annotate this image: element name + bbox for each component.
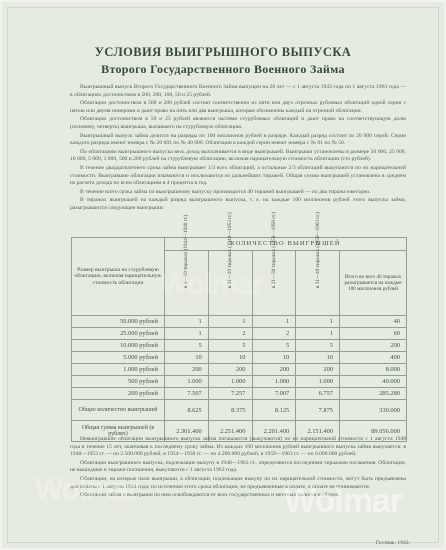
table-cell: 330.000	[340, 400, 407, 421]
intro-paragraph: Облигации достоинством в 50 и 25 рублей являются частями стурублевых облигаций и дают право на соответствующую долю (половину, четверть) выигрыша, выпавшего на стурублевую облигацию.	[70, 116, 406, 130]
table-cell: 2.151.400	[296, 421, 340, 442]
table-row	[72, 364, 407, 376]
bottom-paragraph: Невыигравшие облигации выигрышного выпуска займа погашаются (выкупаются) по их нарицательной стоимости с 1 августа 1948 года в течение 15 лет, оканчивая к последнему сроку займа. Из каждых 100 миллионов рублей выигрышного выпуска займа выкупается: в 1948—1953 гг. — по 2.500.000 рублей, в 1954—1958 гг. — по 4.200.000 рублей, в 1959—1963 гг. — по 6.000.000 рублей.	[70, 436, 406, 458]
table-cell: 2.301.400	[165, 421, 209, 442]
column-header: в 11—20 тиражах (1949—1953 гг.)	[208, 251, 252, 316]
column-header-total: Итого во всех 40 тиражах разыгрывается на каждые 100 миллионов рублей	[340, 251, 407, 316]
table-cell: 200	[208, 364, 252, 376]
page-subtitle: Второго Государственного Военного Займа	[101, 62, 345, 76]
column-header: в 31—40 тиражах (1959—1963 гг.)	[296, 251, 340, 316]
page-title: УСЛОВИЯ ВЫИГРЫШНОГО ВЫПУСКА	[94, 45, 352, 59]
intro-paragraph: В тиражах выигрышей на каждый разряд выигрышного выпуска, т. е. на каждые 100 миллионов рублей этого выпуска займа, разыгрываются следующие выигрыши:	[70, 197, 406, 211]
table-cell: 5	[208, 340, 252, 352]
table-cell: 60	[340, 328, 407, 340]
total-count-row	[72, 400, 407, 421]
table-cell: 6.757	[296, 388, 340, 400]
table-cell: 7.257	[208, 388, 252, 400]
intro-paragraph: Выигрышный выпуск Второго Государственного Военного Займа выпущен на 20 лет — с 1 августа 1943 года по 1 августа 1963 года — в облигациях достоинством в 500, 200, 100, 50 и 25 рублей.	[70, 84, 406, 98]
bottom-paragraph: Облигации займа и выигрыши по ним освобождаются от всех государственных и местных налогов и сборов.	[80, 492, 340, 499]
table-cell: 7.007	[252, 388, 296, 400]
watermark: Wolmar	[35, 473, 139, 506]
table-cell: 1.000	[208, 376, 252, 388]
table-cell: 400	[340, 352, 407, 364]
bottom-paragraph: Облигации, на которые пали выигрыши, а облигации, подлежащие выкупу по их нарицательной стоимости, могут быть предъявлены для оплаты с 1 августа 1944 года; по истечении этого срока облигации, не предъявленные к оплате, к оплате не принимаются.	[70, 475, 406, 490]
prize-amount: 5.000 рублей	[72, 352, 165, 364]
table-cell: 1	[296, 328, 340, 340]
watermark: Wolmar	[284, 482, 403, 520]
table-cell: 5	[165, 340, 209, 352]
column-header: в 1—10 тиражах (1944—1948 гг.)	[165, 251, 209, 316]
table-cell: 10	[252, 352, 296, 364]
prize-amount: 25.000 рублей	[72, 328, 165, 340]
table-row	[72, 316, 407, 328]
bottom-paragraph: Облигации выигрышного выпуска, подлежащие выкупу в 1948—1963 гг., определяются последними тиражами погашения. Облигации, не вышедшие в тиражи погашения, выкупаются с 1 августа 1963 года.	[70, 459, 406, 474]
table-cell: 2	[208, 328, 252, 340]
table-cell: 10	[208, 352, 252, 364]
table-cell: 200	[165, 364, 209, 376]
table-cell: 200	[340, 340, 407, 352]
intro-paragraph: В течение всего срока займа по выигрышному выпуску производится 40 тиражей выигрышей — по два тиража ежегодно.	[80, 188, 371, 195]
table-top-header: КОЛИЧЕСТВО ВЫИГРЫШЕЙ	[165, 238, 407, 251]
table-cell: 2.201.400	[252, 421, 296, 442]
table-row	[72, 328, 407, 340]
table-cell: 10	[165, 352, 209, 364]
table-cell: 285.280	[340, 388, 407, 400]
table-cell: 1.000	[296, 376, 340, 388]
table-cell: 5	[252, 340, 296, 352]
table-cell: 8.125	[252, 400, 296, 421]
table-cell: 200	[296, 364, 340, 376]
table-cell: 8.625	[165, 400, 209, 421]
printer-mark: Госзнак. 1943.	[375, 540, 410, 546]
prize-amount: 10.000 рублей	[72, 340, 165, 352]
total-count-label: Общее количество выигрышей	[72, 400, 165, 421]
column-header: в 21—30 тиражах (1954—1958 гг.)	[252, 251, 296, 316]
table-cell: 8.375	[208, 400, 252, 421]
prize-amount: 500 рублей	[72, 376, 165, 388]
intro-paragraph: Выигрышный выпуск займа делится на разряды по 100 миллионов рублей в разряде. Каждый разряд состоит из 20 000 серий. Серии каждого разряда имеют номера с № 20 001 по № 40 000. Облигации в каждой серии имеют номера с № 01 по № 50.	[70, 132, 406, 147]
table-cell: 7.875	[296, 400, 340, 421]
prize-amount: 50.000 рублей	[72, 316, 165, 328]
table-cell: 8.000	[340, 364, 407, 376]
prize-amount: 200 рублей	[72, 388, 165, 400]
prize-amount: 1.000 рублей	[72, 364, 165, 376]
table-cell: 1	[165, 328, 209, 340]
table-cell: 2.251.400	[208, 421, 252, 442]
intro-paragraph: Облигации достоинством в 500 и 200 рублей состоят соответственно из пяти или двух отрезных рублевых облигаций одной серии с пятью или двумя номерами и дают право на пять или два выигрыша, которые обозначены каждый на отрезной облигации.	[70, 100, 406, 114]
table-cell: 1	[252, 316, 296, 328]
intro-text	[70, 84, 406, 213]
table-cell: 40	[340, 316, 407, 328]
table-row	[72, 388, 407, 400]
watermark: Wolmar	[160, 268, 264, 301]
table-cell: 1.000	[252, 376, 296, 388]
prize-amount-header: Размер выигрыша на стурублевую облигацию, включая нарицательную стоимость облигации	[72, 238, 165, 316]
table-cell: 200	[252, 364, 296, 376]
table-cell: 1	[296, 316, 340, 328]
total-sum-label: Общая сумма выигрышей (в рублях)	[72, 421, 165, 442]
table-row	[72, 352, 407, 364]
table-cell: 10	[296, 352, 340, 364]
table-cell: 89.056.000	[340, 421, 407, 442]
table-cell: 40.000	[340, 376, 407, 388]
intro-paragraph: По облигациям выигрышного выпуска весь доход выплачивается в виде выигрышей. Выигрыши установлены в размере 50 000, 25 000, 10 000, 5 000, 1 000, 500 и 200 рублей на стурублевую облигацию, включая нарицательную стоимость облигации (сто рублей).	[70, 148, 406, 163]
intro-paragraph: В течение двадцатилетнего срока займа выигрывает 1/3 всех облигаций, а остальные 2/3 облигаций выкупаются по их нарицательной стоимости. Выигравшие облигации изымаются и исключаются из дальнейших тиражей. Общая сумма выигрышей установлена в среднем из расчета дохода по всем облигациям в 4 процента в год.	[70, 164, 406, 187]
table-cell: 2	[252, 328, 296, 340]
table-row	[72, 340, 407, 352]
table-cell: 1	[165, 316, 209, 328]
table-row	[72, 376, 407, 388]
table-cell: 1	[208, 316, 252, 328]
table-cell: 5	[296, 340, 340, 352]
table-cell: 7.507	[165, 388, 209, 400]
table-cell: 1.000	[165, 376, 209, 388]
